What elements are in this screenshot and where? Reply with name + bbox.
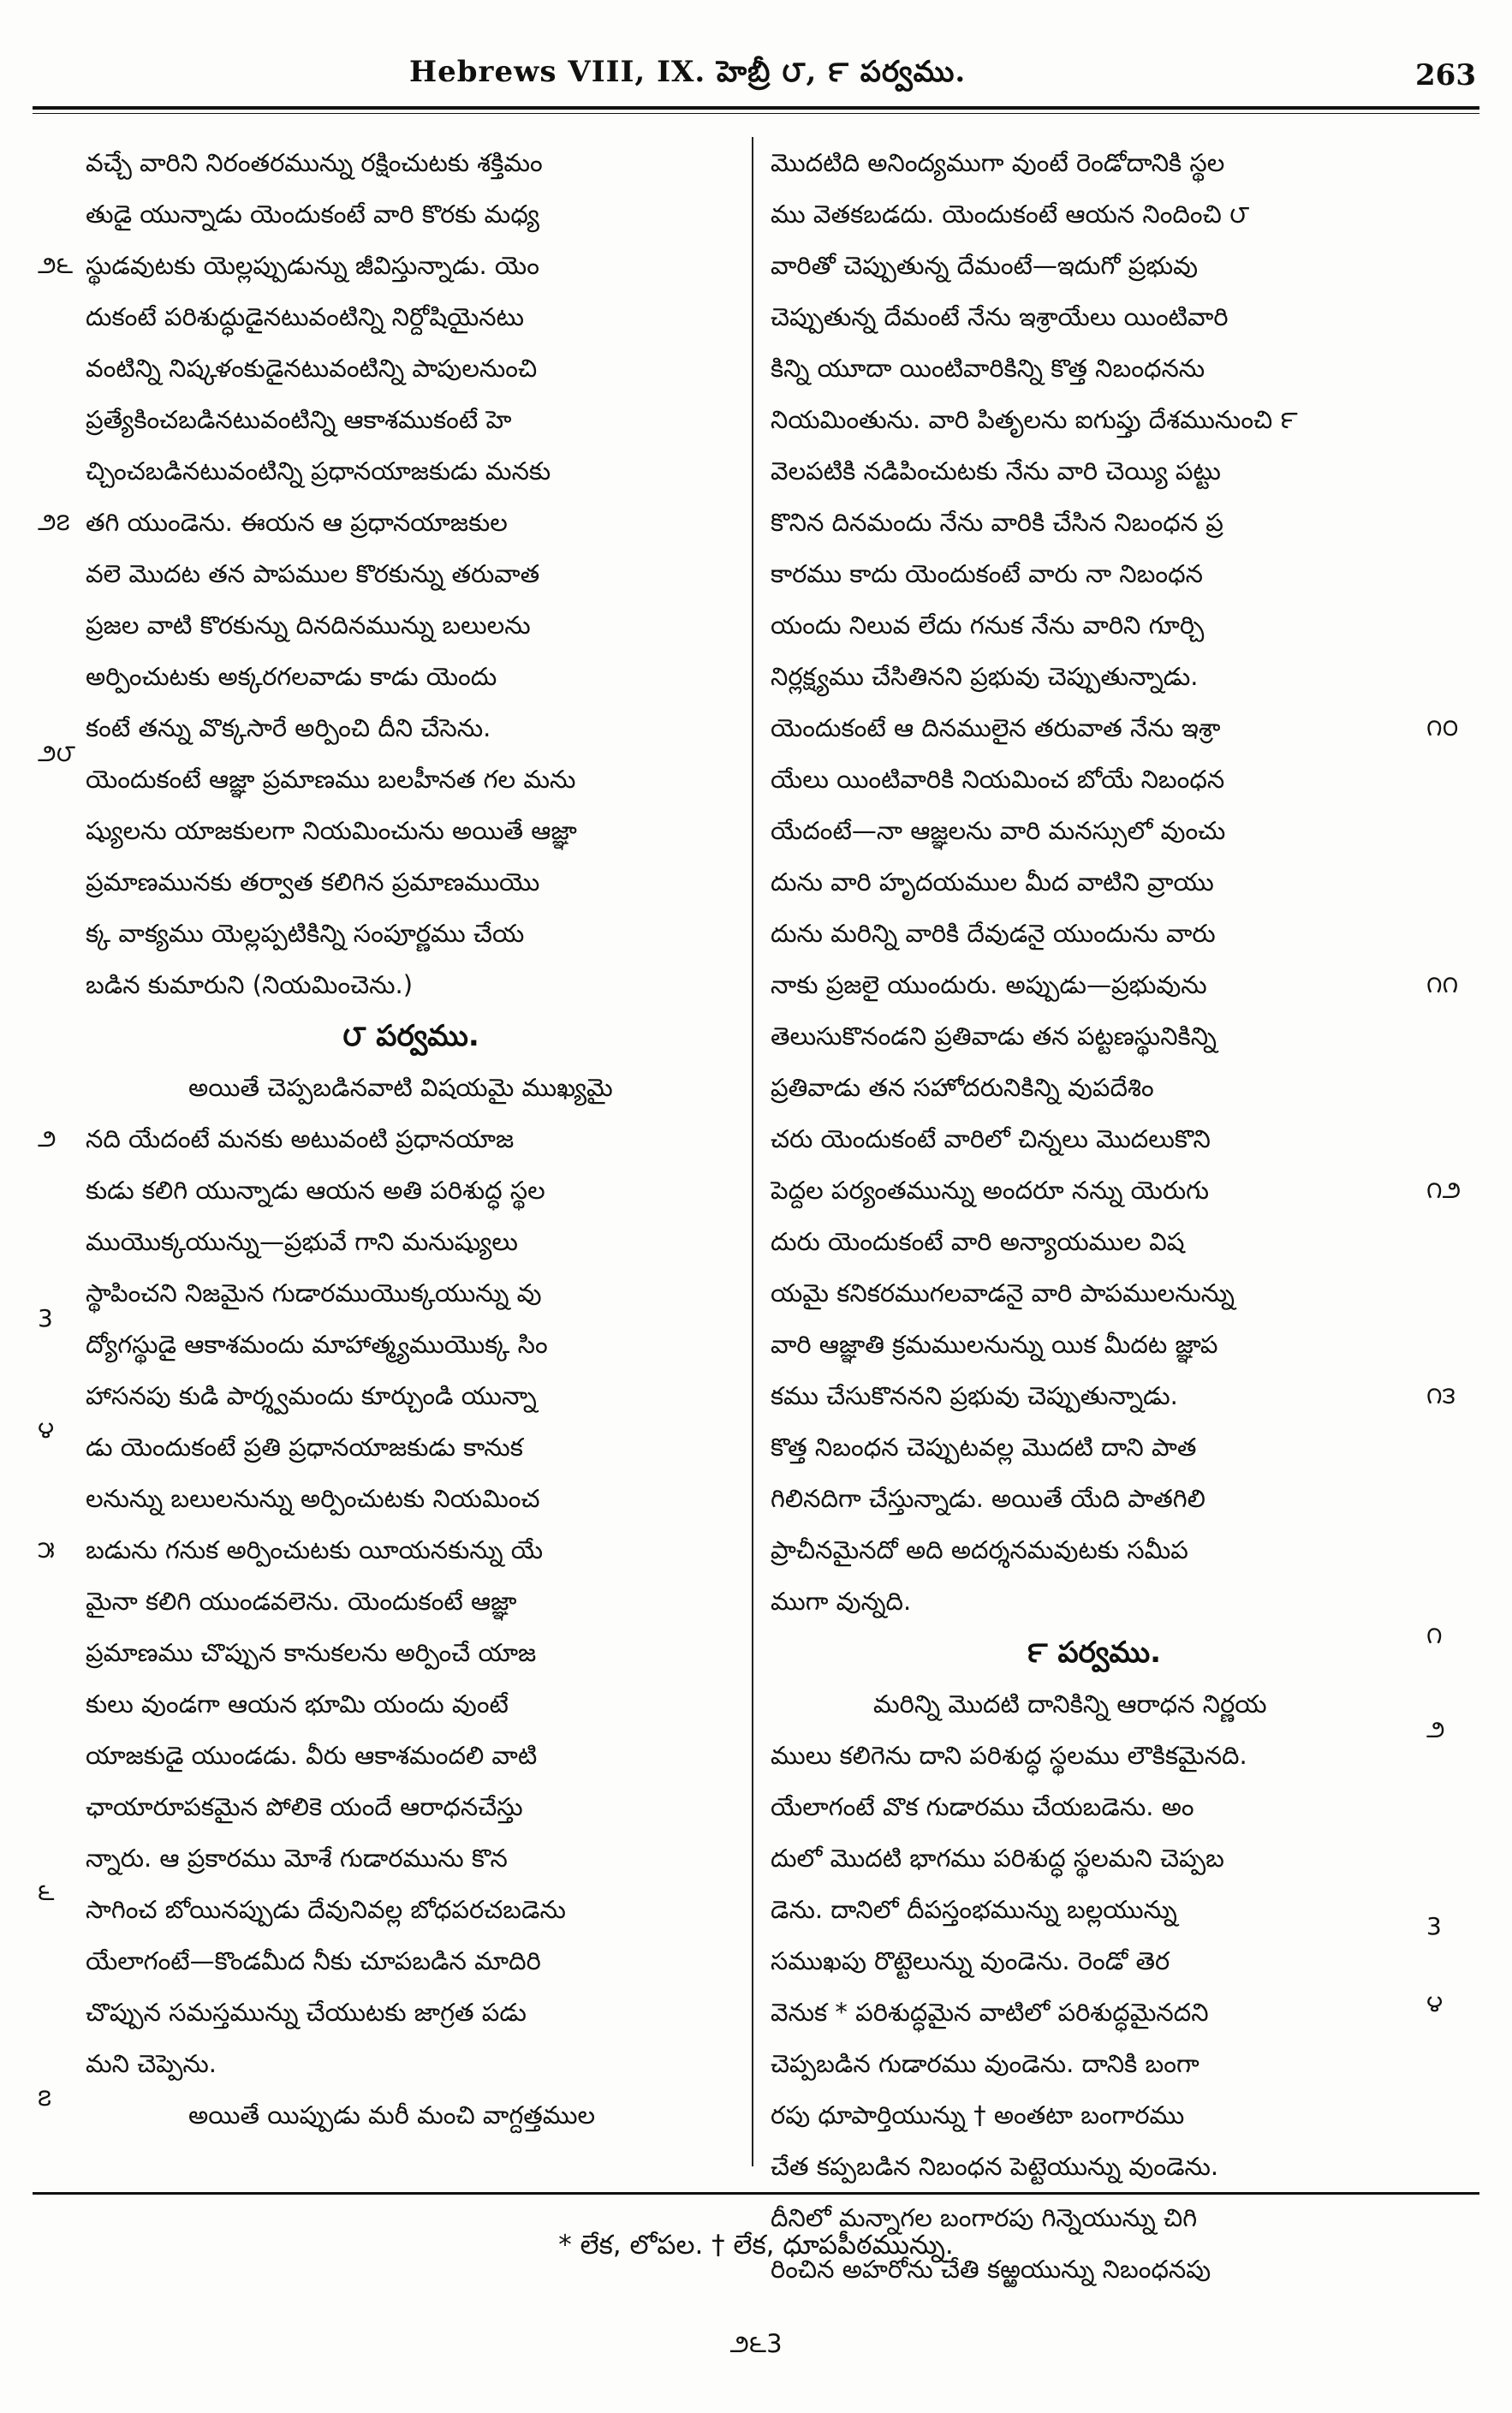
text-line: మైనా కలిగి యుండవలెను. యెందుకంటే ఆజ్ఞా <box>86 1587 517 1616</box>
text-line: ములు కలిగెను దాని పరిశుద్ధ స్థలము లౌకికమైనది. <box>771 1741 1247 1770</box>
header-rule-thin <box>33 113 1479 114</box>
text-line: హాసనపు కుడి పార్శ్వమందు కూర్చుండి యున్నా <box>86 1381 537 1410</box>
text-line: తగి యుండెను. ఈయన ఆ ప్రధానయాజకుల <box>86 508 508 537</box>
text-line: చొప్పున సమస్తమున్ను చేయుటకు జాగ్రత పడు <box>86 1998 527 2027</box>
text-line: చేత కప్పబడిన నిబంధన పెట్టెయున్ను వుండెను. <box>771 2152 1219 2181</box>
text-line: అర్పించుటకు అక్కరగలవాడు కాడు యెందు <box>86 662 497 691</box>
text-line: ప్రజల వాటి కొరకున్ను దినదినమున్ను బలులను <box>86 611 531 640</box>
text-line: గిలినదిగా చేస్తున్నాడు. అయితే యేది పాతగిలి <box>771 1484 1205 1513</box>
text-line: యేదంటే—నా ఆజ్ఞలను వారి మనస్సులో వుంచు <box>771 816 1226 845</box>
text-line: దును మరిన్ని వారికి దేవుడనై యుందును వారు <box>771 919 1216 948</box>
text-line: చెప్పుతున్న దేమంటే నేను ఇశ్రాయేలు యింటివారి <box>771 302 1229 331</box>
verse-number: ౨౮ <box>38 739 76 767</box>
text-line: వారి ఆజ్ఞాతి క్రమములనున్ను యిక మీదట జ్ఞాప <box>771 1330 1218 1359</box>
text-line: వెలపటికి నడిపించుటకు నేను వారి చెయ్యి పట్టు <box>771 456 1221 486</box>
text-line: కుడు కలిగి యున్నాడు ఆయన అతి పరిశుద్ధ స్థల <box>86 1176 545 1205</box>
text-line: రపు ధూపార్తియున్ను † అంతటా బంగారము <box>771 2100 1185 2130</box>
text-line: ప్రమాణమునకు తర్వాత కలిగిన ప్రమాణముయొ <box>86 867 540 897</box>
text-line: కంటే తన్ను వొక్కసారే అర్పించి దీని చేసెను. <box>86 713 491 742</box>
verse-number: ౪ <box>38 1415 55 1444</box>
column-divider <box>752 137 753 2166</box>
right-column <box>771 137 1418 2284</box>
text-line: దుకంటే పరిశుద్ధుడైనటువంటిన్ని నిర్దోషియైనటు <box>86 302 525 331</box>
text-line: కొత్త నిబంధన చెప్పుటవల్ల మొదటి దాని పాత <box>771 1433 1197 1462</box>
text-line: యేలాగంటే వొక గుడారము చేయబడెను. అం <box>771 1792 1194 1821</box>
verse-number: ౨౬ <box>38 251 74 279</box>
section-heading: ౯ పర్వము. <box>1027 1635 1162 1670</box>
text-line: తుడై యున్నాడు యెందుకంటే వారి కొరకు మధ్య <box>86 200 539 229</box>
text-line: ద్యోగస్థుడై ఆకాశమందు మాహాత్మ్యముయొక్క సిం <box>86 1330 548 1359</box>
text-line: రించిన అహరోను చేతి కఱ్ఱయున్ను నిబంధనపు <box>771 2255 1211 2284</box>
text-line: కము చేసుకొననని ప్రభువు చెప్పుతున్నాడు. <box>771 1381 1178 1410</box>
text-line: మొదటిది అనింద్యముగా వుంటే రెండోదానికి స్థల <box>771 148 1225 177</box>
verse-number: 3 <box>1426 1912 1442 1940</box>
verse-number: ౧౨ <box>1426 1176 1461 1204</box>
text-line: దును వారి హృదయముల మీద వాటిని వ్రాయు <box>771 867 1214 897</box>
text-line: చ్చించబడినటువంటిన్ని ప్రధానయాజకుడు మనకు <box>86 456 551 486</box>
text-line: కొనిన దినమందు నేను వారికి చేసిన నిబంధన ప్ర <box>771 508 1223 537</box>
text-line: చరు యెందుకంటే వారిలో చిన్నలు మొదలుకొని <box>771 1124 1211 1153</box>
text-line: లనున్ను బలులనున్ను అర్పించుటకు నియమించ <box>86 1484 540 1513</box>
text-line: కారము కాదు యెందుకంటే వారు నా నిబంధన <box>771 559 1203 588</box>
running-title: Hebrews VIII, IX. హెబ్రీ ౮, ౯ పర్వము. <box>409 55 967 89</box>
text-line: వలె మొదట తన పాపముల కొరకున్ను తరువాత <box>86 559 540 588</box>
verse-number: ౨౭ <box>38 508 70 536</box>
verse-number: ౧౦ <box>1426 713 1459 742</box>
text-line: వంటిన్ని నిష్కళంకుడైనటువంటిన్ని పాపులనుంచి <box>86 354 538 383</box>
text-line: యమై కనికరముగలవాడనై వారి పాపములనున్ను <box>771 1278 1235 1308</box>
text-line: న్నారు. ఆ ప్రకారము మోశే గుడారమును కొన <box>86 1844 508 1873</box>
text-line: ము వెతకబడదు. యెందుకంటే ఆయన నిందించి ౮ <box>771 200 1250 229</box>
text-line: నియమింతును. వారి పితృలను ఐగుప్తు దేశమునుంచి ౯ <box>771 405 1298 434</box>
text-line: ప్రమాణము చొప్పున కానుకలను అర్పించే యాజ <box>86 1638 537 1667</box>
text-line: యందు నిలువ లేదు గనుక నేను వారిని గూర్చి <box>771 611 1205 640</box>
text-line: నది యేదంటే మనకు అటువంటి ప్రధానయాజ <box>86 1124 515 1153</box>
text-line: ప్రాచీనమైనదో అది అదర్శనమవుటకు సమీప <box>771 1535 1188 1564</box>
text-line: స్థాపించని నిజమైన గుడారముయొక్కయున్ను వు <box>86 1278 542 1308</box>
text-line: వచ్చే వారిని నిరంతరమున్ను రక్షించుటకు శక్తిమం <box>86 148 543 177</box>
text-line: దులో మొదటి భాగము పరిశుద్ధ స్థలమని చెప్పబ <box>771 1844 1224 1873</box>
verse-number: ౧ <box>1426 1621 1443 1649</box>
page-header <box>33 33 1479 104</box>
text-line: అయితే చెప్పబడినవాటి విషయమై ముఖ్యమై <box>188 1073 613 1102</box>
footer-rule <box>33 2192 1479 2195</box>
text-line: అయితే యిప్పుడు మరీ మంచి వాగ్దత్తముల <box>188 2100 596 2130</box>
page-number: 263 <box>1415 58 1476 92</box>
text-line: కులు వుండగా ఆయన భూమి యందు వుంటే <box>86 1689 509 1719</box>
verse-number: ౬ <box>38 1878 55 1906</box>
text-line: నాకు ప్రజలై యుందురు. అప్పుడు—ప్రభువును <box>771 970 1207 999</box>
text-line: ప్రత్యేకించబడినటువంటిన్ని ఆకాశముకంటే హె <box>86 405 512 434</box>
text-line: డు యెందుకంటే ప్రతి ప్రధానయాజకుడు కానుక <box>86 1433 523 1462</box>
text-line: ప్రతివాడు తన సహోదరునికిన్ని వుపదేశిం <box>771 1073 1154 1102</box>
text-line: యెందుకంటే ఆ దినములైన తరువాత నేను ఇశ్రా <box>771 713 1221 742</box>
text-line: సముఖపు రొట్టెలున్ను వుండెను. రెండో తెర <box>771 1946 1170 1975</box>
text-line: ష్యులను యాజకులగా నియమించును అయితే ఆజ్ఞా <box>86 816 577 845</box>
text-line: దురు యెందుకంటే వారి అన్యాయముల విష <box>771 1227 1185 1256</box>
verse-number: ౧౩ <box>1426 1381 1455 1409</box>
text-line: వారితో చెప్పుతున్న దేమంటే—ఇదుగో ప్రభువు <box>771 251 1199 280</box>
text-line: పెద్దల పర్యంతమున్ను అందరూ నన్ను యెరుగు <box>771 1176 1210 1205</box>
text-line: సాగించ బోయినప్పుడు దేవునివల్ల బోధపరచబడెను <box>86 1895 566 1924</box>
text-line: స్థుడవుటకు యెల్లప్పుడున్ను జీవిస్తున్నాడు. యెం <box>86 251 539 280</box>
text-line: యేలు యింటివారికి నియమించ బోయే నిబంధన <box>771 765 1225 794</box>
verse-number: ౨ <box>1426 1715 1445 1743</box>
text-line: దీనిలో మన్నాగల బంగారపు గిన్నెయున్ను చిగి <box>771 2203 1198 2232</box>
section-heading: ౮ పర్వము. <box>342 1019 479 1053</box>
verse-number: ౧౧ <box>1426 970 1459 998</box>
text-line: డెను. దానిలో దీపస్తంభమున్ను బల్లయున్ను <box>771 1895 1177 1924</box>
text-line: యాజకుడై యుండడు. వీరు ఆకాశమందలి వాటి <box>86 1741 538 1770</box>
footnote: * లేక, లోపల. † లేక, ధూపపీఠమున్ను. <box>558 2230 954 2261</box>
left-column <box>86 137 736 2175</box>
text-line: ముయొక్కయున్ను—ప్రభువే గాని మనుష్యులు <box>86 1227 518 1256</box>
text-line: యెందుకంటే ఆజ్ఞా ప్రమాణము బలహీనత గల మను <box>86 765 576 794</box>
text-line: యేలాగంటే—కొండమీద నీకు చూపబడిన మాదిరి <box>86 1946 541 1975</box>
printer-signature: ౨౬3 <box>729 2329 783 2358</box>
verse-number: 3 <box>38 1304 53 1332</box>
text-line: నిర్లక్ష్యము చేసితినని ప్రభువు చెప్పుతున్నాడు. <box>771 662 1199 691</box>
text-line: బడిన కుమారుని (నియమించెను.) <box>86 970 414 999</box>
text-line: కిన్ని యూదా యింటివారికిన్ని కొత్త నిబంధనను <box>771 354 1205 383</box>
verse-number: ౪ <box>1426 1989 1444 2017</box>
verse-number: ౭ <box>38 2083 52 2112</box>
text-line: బడును గనుక అర్పించుటకు యీయనకున్ను యే <box>86 1535 544 1564</box>
text-line: వెనుక * పరిశుద్ధమైన వాటిలో పరిశుద్ధమైనదని <box>771 1998 1209 2027</box>
text-line: ముగా వున్నది. <box>771 1587 912 1616</box>
text-line: మరిన్ని మొదటి దానికిన్ని ఆరాధన నిర్ణయ <box>873 1689 1267 1719</box>
text-line: ఛాయారూపకమైన పోలికె యందే ఆరాధనచేస్తు <box>86 1792 523 1821</box>
text-line: మని చెప్పెను. <box>86 2049 217 2078</box>
text-line: క్క వాక్యము యెల్లప్పటికిన్ని సంపూర్ణము చేయ <box>86 919 525 948</box>
verse-number: ౫ <box>38 1535 55 1564</box>
verse-number: ౨ <box>38 1124 57 1153</box>
text-line: తెలుసుకొనండని ప్రతివాడు తన పట్టణస్థునికిన్ని <box>771 1022 1217 1051</box>
text-line: చెప్పబడిన గుడారము వుండెను. దానికి బంగా <box>771 2049 1199 2078</box>
header-rule <box>33 106 1479 110</box>
